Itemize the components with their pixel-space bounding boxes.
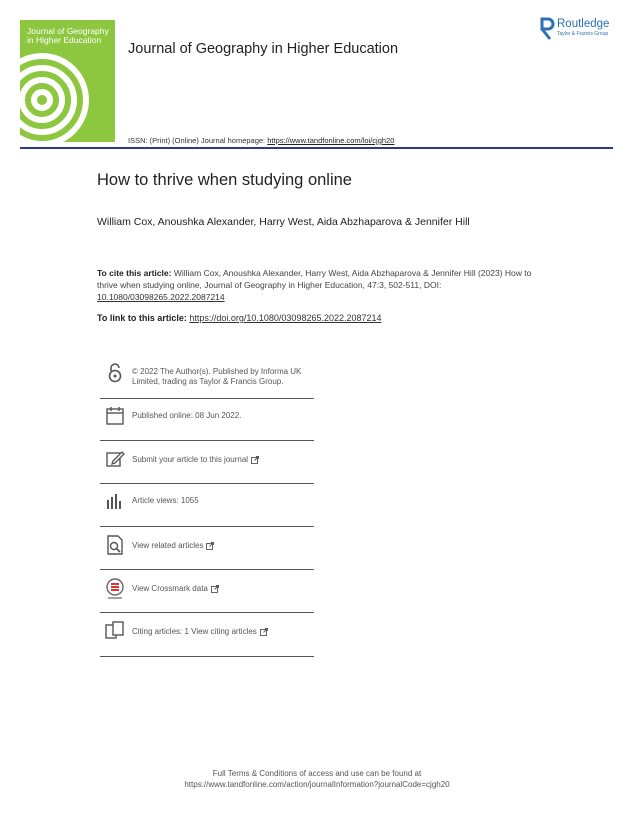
crossmark-link[interactable] [132,584,314,594]
citing-articles-row[interactable] [100,620,314,646]
info-divider [100,526,314,527]
article-doi-link[interactable]: https://doi.org/10.1080/03098265.2022.2087214 [189,313,382,323]
info-divider [100,440,314,441]
license-row [100,362,314,398]
info-divider [100,483,314,484]
submit-article-label: Submit your article to this journal [132,455,249,464]
link-label: To link to this article: [97,313,187,323]
crossmark-icon [104,577,126,599]
article-link-line [97,313,547,323]
external-link-icon [211,585,219,593]
routledge-r-icon [539,17,555,41]
published-date-text: Published online: 08 Jun 2022. [132,411,242,420]
bar-chart-icon [104,490,126,512]
info-divider [100,612,314,613]
submit-article-row[interactable] [100,448,314,474]
open-access-icon [104,362,126,384]
cover-title: Journal of Geography in Higher Education [27,26,109,45]
info-divider [100,398,314,399]
related-articles-label: View related articles [132,541,204,550]
submit-article-link[interactable] [132,455,314,465]
header-divider [20,147,613,149]
issn-text: ISSN: (Print) (Online) Journal homepage: [128,136,266,145]
citing-articles-label: Citing articles: 1 View citing articles [132,627,257,636]
publisher-name: Routledge [557,18,610,30]
crossmark-label: View Crossmark data [132,584,208,593]
external-link-icon [206,542,214,550]
article-title: How to thrive when studying online [97,171,352,189]
external-link-icon [260,628,268,636]
footer [0,768,634,790]
info-divider [100,656,314,657]
article-authors: William Cox, Anoushka Alexander, Harry West, Aida Abzhaparova & Jennifer Hill [97,216,470,228]
issn-line [128,136,394,145]
published-row [100,405,314,435]
citation-block [97,267,547,303]
publisher-logo[interactable] [539,17,619,43]
publisher-tagline: Taylor & Francis Group [557,31,609,37]
journal-cover [20,20,115,142]
info-divider [100,569,314,570]
article-views-row [100,490,314,516]
citation-doi-link[interactable]: 10.1080/03098265.2022.2087214 [97,292,225,302]
search-document-icon [104,534,126,556]
external-link-icon [251,456,259,464]
edit-icon [104,448,126,470]
citing-articles-link[interactable] [132,627,314,637]
calendar-icon [104,405,126,427]
journal-title: Journal of Geography in Higher Education [128,41,399,57]
crossmark-row[interactable] [100,577,314,603]
citation-text: William Cox, Anoushka Alexander, Harry West, Aida Abzhaparova & Jennifer Hill (2023) How to thrive when studying online, Journal of Geography in Higher Education, 47:3, 502-511, DOI: [97,268,532,290]
related-articles-link[interactable] [132,541,314,551]
footer-terms-text: Full Terms & Conditions of access and use can be found at [212,769,422,778]
citing-articles-icon [104,620,126,642]
related-articles-row[interactable] [100,534,314,560]
footer-terms-link[interactable]: https://www.tandfonline.com/action/journalInformation?journalCode=cjgh20 [184,780,450,789]
journal-homepage-link[interactable]: https://www.tandfonline.com/loi/cjgh20 [267,136,395,145]
citation-label: To cite this article: [97,268,172,278]
license-text: © 2022 The Author(s). Published by Informa UK Limited, trading as Taylor & Francis Group. [132,367,302,386]
article-views-text: Article views: 1055 [132,496,199,505]
